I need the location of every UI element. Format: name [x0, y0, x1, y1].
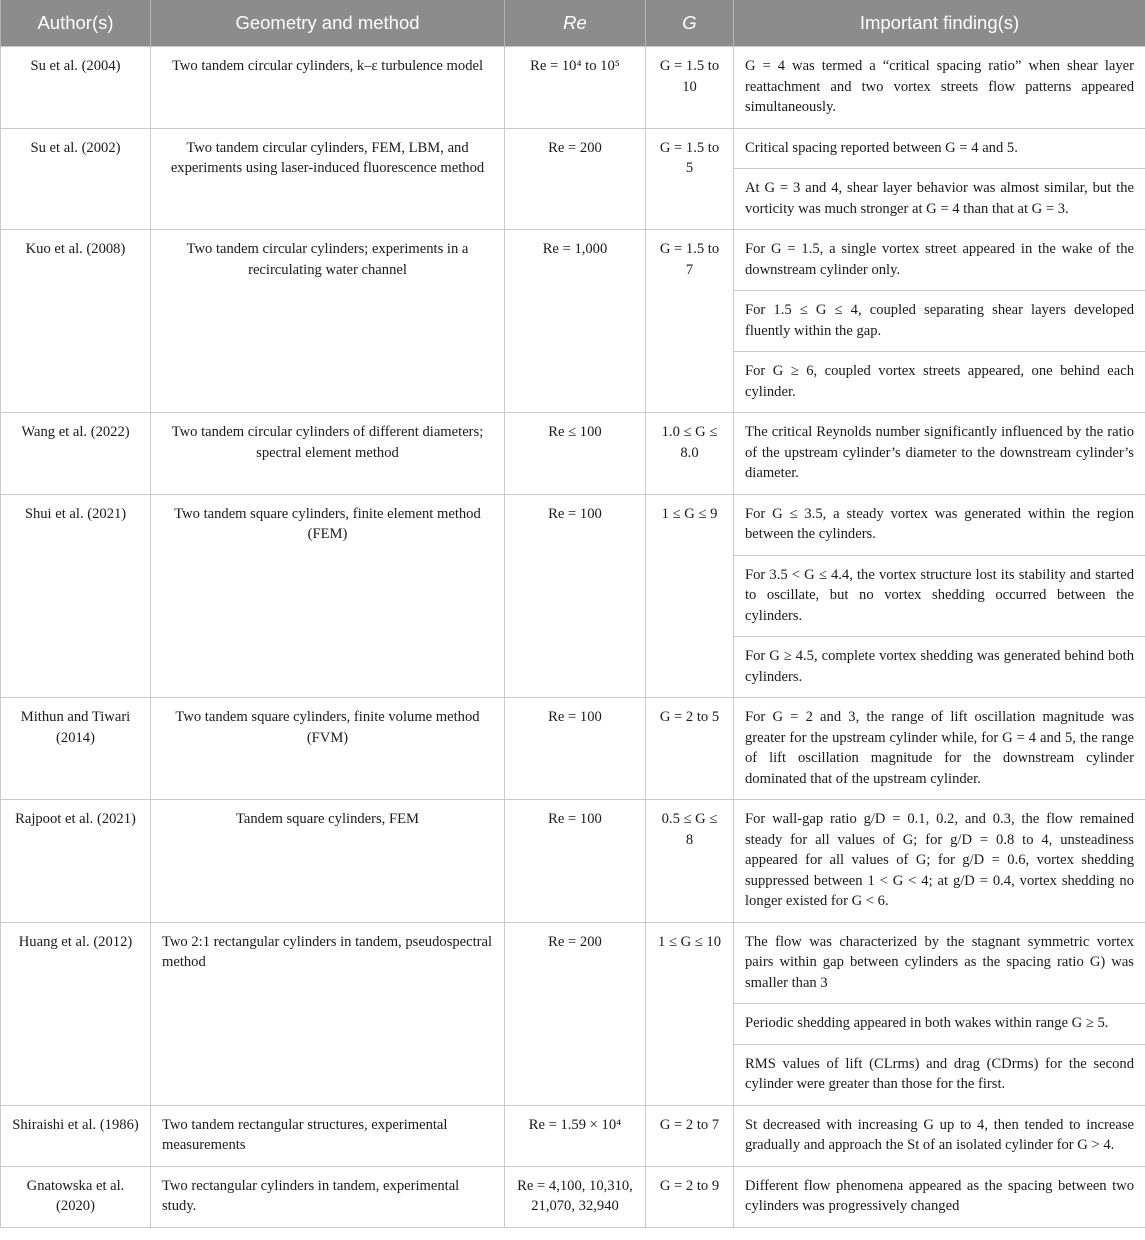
table-row	[1, 494, 1145, 555]
geometry-cell: Two tandem circular cylinders of different diameters; spectral element method	[151, 413, 505, 495]
author-cell: Huang et al. (2012)	[1, 922, 151, 1105]
g-cell: G = 1.5 to 10	[646, 47, 734, 129]
finding-cell: RMS values of lift (CLrms) and drag (CDrms) for the second cylinder were greater than those for the first.	[734, 1044, 1145, 1105]
g-cell: G = 1.5 to 5	[646, 128, 734, 230]
geometry-cell: Tandem square cylinders, FEM	[151, 800, 505, 923]
header-finding: Important finding(s)	[734, 0, 1145, 47]
header-re: Re	[505, 0, 646, 47]
finding-cell: For G ≥ 6, coupled vortex streets appeared, one behind each cylinder.	[734, 352, 1145, 413]
g-cell: G = 1.5 to 7	[646, 230, 734, 413]
table-row	[1, 230, 1145, 291]
finding-cell: For G = 1.5, a single vortex street appeared in the wake of the downstream cylinder only.	[734, 230, 1145, 291]
geometry-cell: Two 2:1 rectangular cylinders in tandem, pseudospectral method	[151, 922, 505, 1105]
g-cell: 1.0 ≤ G ≤ 8.0	[646, 413, 734, 495]
geometry-cell: Two tandem square cylinders, finite volume method (FVM)	[151, 698, 505, 800]
finding-cell: At G = 3 and 4, shear layer behavior was almost similar, but the vorticity was much stronger at G = 4 than that at G = 3.	[734, 169, 1145, 230]
finding-cell: For 3.5 < G ≤ 4.4, the vortex structure lost its stability and started to oscillate, but no vortex shedding occurred between the cylinders.	[734, 555, 1145, 637]
author-cell: Rajpoot et al. (2021)	[1, 800, 151, 923]
re-cell: Re = 100	[505, 800, 646, 923]
table-row	[1, 800, 1145, 923]
finding-cell: St decreased with increasing G up to 4, then tended to increase gradually and approach the St of an isolated cylinder for G > 4.	[734, 1105, 1145, 1166]
re-cell: Re = 100	[505, 698, 646, 800]
g-cell: 1 ≤ G ≤ 10	[646, 922, 734, 1105]
finding-cell: For G ≤ 3.5, a steady vortex was generated within the region between the cylinders.	[734, 494, 1145, 555]
author-cell: Gnatowska et al. (2020)	[1, 1166, 151, 1227]
geometry-cell: Two tandem circular cylinders, k–ε turbulence model	[151, 47, 505, 129]
re-cell: Re = 4,100, 10,310, 21,070, 32,940	[505, 1166, 646, 1227]
header-geometry: Geometry and method	[151, 0, 505, 47]
table-row	[1, 698, 1145, 800]
re-cell: Re = 1,000	[505, 230, 646, 413]
table-row	[1, 128, 1145, 169]
geometry-cell: Two tandem square cylinders, finite element method (FEM)	[151, 494, 505, 698]
geometry-cell: Two tandem rectangular structures, experimental measurements	[151, 1105, 505, 1166]
g-cell: G = 2 to 9	[646, 1166, 734, 1227]
header-g: G	[646, 0, 734, 47]
re-cell: Re = 10⁴ to 10⁵	[505, 47, 646, 129]
author-cell: Shiraishi et al. (1986)	[1, 1105, 151, 1166]
author-cell: Wang et al. (2022)	[1, 413, 151, 495]
header-author: Author(s)	[1, 0, 151, 47]
finding-cell: The critical Reynolds number significantly influenced by the ratio of the upstream cylinder’s diameter to the downstream cylinder’s diameter.	[734, 413, 1145, 495]
author-cell: Mithun and Tiwari (2014)	[1, 698, 151, 800]
re-cell: Re = 200	[505, 128, 646, 230]
re-cell: Re = 1.59 × 10⁴	[505, 1105, 646, 1166]
author-cell: Su et al. (2004)	[1, 47, 151, 129]
re-cell: Re = 200	[505, 922, 646, 1105]
finding-cell: Critical spacing reported between G = 4 and 5.	[734, 128, 1145, 169]
finding-cell: Different flow phenomena appeared as the spacing between two cylinders was progressively changed	[734, 1166, 1145, 1227]
finding-cell: The flow was characterized by the stagnant symmetric vortex pairs within gap between cylinders as the spacing ratio G) was smaller than 3	[734, 922, 1145, 1004]
re-cell: Re ≤ 100	[505, 413, 646, 495]
g-cell: G = 2 to 5	[646, 698, 734, 800]
author-cell: Shui et al. (2021)	[1, 494, 151, 698]
table-row	[1, 1105, 1145, 1166]
finding-cell: For G ≥ 4.5, complete vortex shedding was generated behind both cylinders.	[734, 637, 1145, 698]
geometry-cell: Two tandem circular cylinders; experiments in a recirculating water channel	[151, 230, 505, 413]
table-row	[1, 47, 1145, 129]
author-cell: Su et al. (2002)	[1, 128, 151, 230]
finding-cell: Periodic shedding appeared in both wakes within range G ≥ 5.	[734, 1004, 1145, 1045]
g-cell: 0.5 ≤ G ≤ 8	[646, 800, 734, 923]
finding-cell: For 1.5 ≤ G ≤ 4, coupled separating shear layers developed fluently within the gap.	[734, 291, 1145, 352]
finding-cell: For wall-gap ratio g/D = 0.1, 0.2, and 0.3, the flow remained steady for all values of G; for g/D = 0.8 to 4, unsteadiness appeared for all values of G; for g/D = 0.6, vortex shedding suppressed between 1 < G < 4; at g/D = 0.4, vortex shedding no longer existed for G < 6.	[734, 800, 1145, 923]
finding-cell: G = 4 was termed a “critical spacing ratio” when shear layer reattachment and two vortex streets flow patterns appeared simultaneously.	[734, 47, 1145, 129]
re-cell: Re = 100	[505, 494, 646, 698]
geometry-cell: Two rectangular cylinders in tandem, experimental study.	[151, 1166, 505, 1227]
header-row	[1, 0, 1145, 47]
g-cell: 1 ≤ G ≤ 9	[646, 494, 734, 698]
geometry-cell: Two tandem circular cylinders, FEM, LBM, and experiments using laser-induced fluorescence method	[151, 128, 505, 230]
g-cell: G = 2 to 7	[646, 1105, 734, 1166]
table-row	[1, 1166, 1145, 1227]
finding-cell: For G = 2 and 3, the range of lift oscillation magnitude was greater for the upstream cylinder while, for G = 4 and 5, the range of lift oscillation magnitude for the downstream cylinder dominated that of the upstream cylinder.	[734, 698, 1145, 800]
author-cell: Kuo et al. (2008)	[1, 230, 151, 413]
table-row	[1, 922, 1145, 1004]
table-row	[1, 413, 1145, 495]
